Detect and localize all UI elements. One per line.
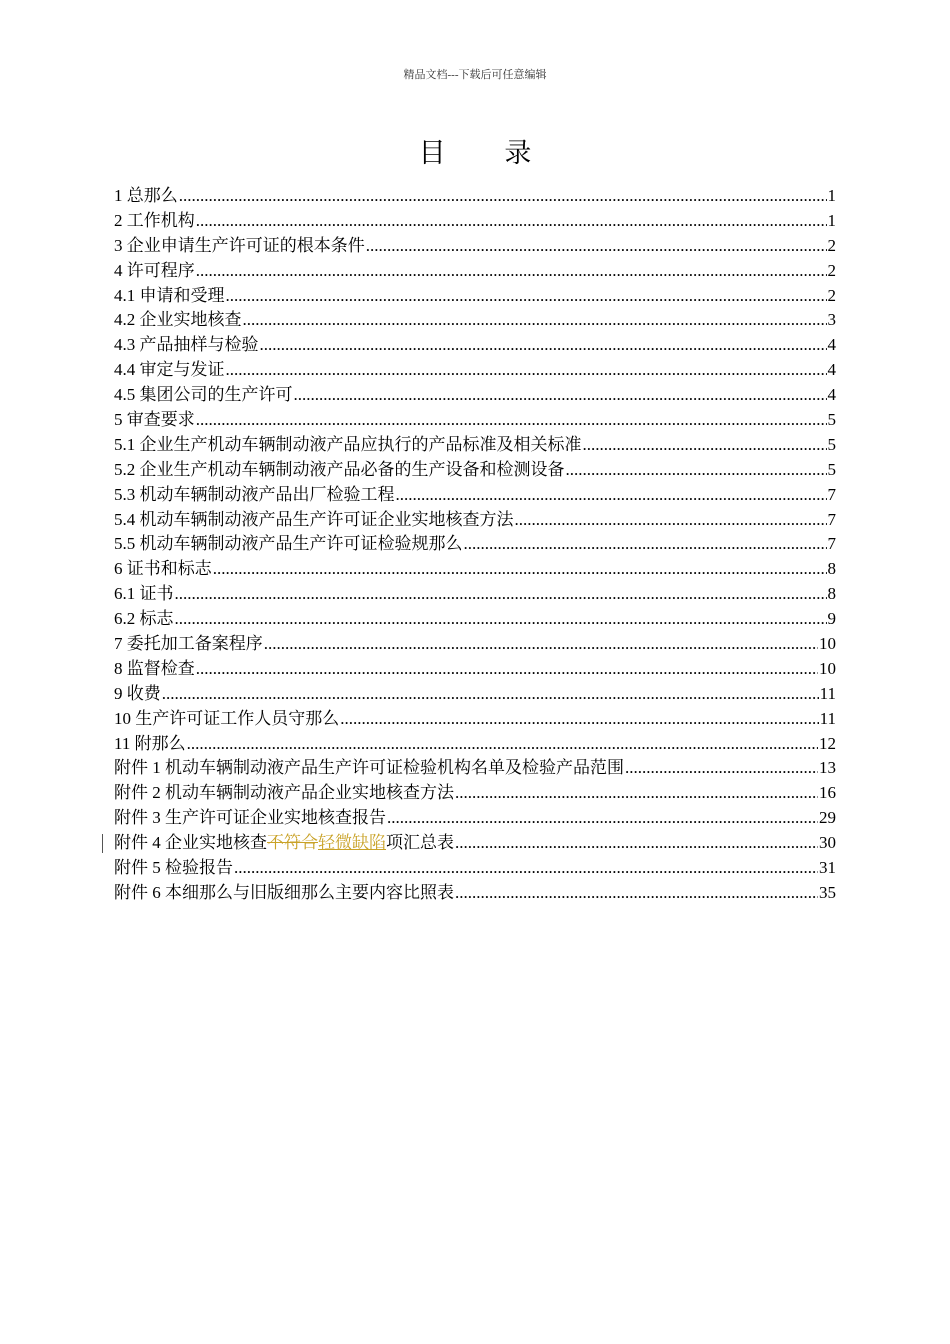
toc-page-number: 35 (819, 882, 836, 902)
toc-page-number: 4 (827, 335, 836, 355)
toc-entry[interactable] (114, 607, 836, 632)
toc-entry-label: 3 企业申请生产许可证的根本条件 (114, 235, 365, 255)
toc-leader-dots (196, 408, 827, 433)
toc-leader-dots (340, 707, 818, 732)
toc-entry-label: 附件 2 机动车辆制动液产品企业实地核查方法 (114, 783, 454, 803)
toc-page-number: 29 (819, 808, 836, 828)
toc-entry[interactable] (114, 234, 836, 259)
inserted-text: 轻微缺陷 (318, 833, 386, 853)
toc-entry[interactable] (114, 408, 836, 433)
toc-leader-dots (179, 184, 827, 209)
toc-entry-label: 4.2 企业实地核查 (114, 310, 242, 330)
toc-entry[interactable] (114, 582, 836, 607)
label-before: 附件 4 企业实地核查 (114, 833, 267, 853)
change-bar (102, 834, 103, 853)
toc-page-number: 8 (827, 559, 836, 579)
toc-leader-dots (387, 806, 818, 831)
toc-leader-dots (455, 881, 818, 906)
toc-page-number: 30 (819, 833, 836, 853)
toc-entry-label: 5.1 企业生产机动车辆制动液产品应执行的产品标准及相关标准 (114, 434, 582, 454)
toc-page-number: 2 (827, 285, 836, 305)
toc-page-number: 9 (827, 609, 836, 629)
toc-entry[interactable] (114, 508, 836, 533)
toc-leader-dots (226, 284, 827, 309)
toc-entry-label: 6.1 证书 (114, 584, 174, 604)
toc-page-number: 11 (819, 708, 836, 728)
toc-leader-dots (175, 582, 827, 607)
toc-entry-label (114, 831, 454, 856)
toc-leader-dots (234, 856, 818, 881)
toc-entry-label: 4.4 审定与发证 (114, 360, 225, 380)
toc-page-number: 1 (827, 210, 836, 230)
toc-page-number: 16 (819, 783, 836, 803)
toc-entry[interactable] (114, 308, 836, 333)
toc-entry[interactable] (114, 259, 836, 284)
deleted-text: 不符合 (267, 833, 318, 853)
toc-entry-label: 11 附那么 (114, 733, 186, 753)
toc-leader-dots (366, 234, 827, 259)
toc-page-number: 8 (827, 584, 836, 604)
toc-leader-dots (196, 657, 818, 682)
toc-leader-dots (455, 831, 818, 856)
toc-leader-dots (455, 781, 818, 806)
toc-entry[interactable] (114, 732, 836, 757)
toc-page-number: 31 (819, 858, 836, 878)
toc-leader-dots (294, 383, 827, 408)
toc-entry[interactable] (114, 333, 836, 358)
toc-page-number: 4 (827, 385, 836, 405)
table-of-contents (114, 184, 836, 906)
toc-entry[interactable] (114, 881, 836, 906)
toc-entry-label: 6.2 标志 (114, 609, 174, 629)
toc-entry-label: 1 总那么 (114, 186, 178, 205)
toc-page-number: 10 (819, 658, 836, 678)
toc-leader-dots (515, 508, 827, 533)
toc-page-number: 10 (819, 634, 836, 654)
toc-entry[interactable] (114, 532, 836, 557)
toc-page-number: 5 (827, 434, 836, 454)
toc-page-number: 4 (827, 360, 836, 380)
toc-entry[interactable] (114, 707, 836, 732)
toc-leader-dots (196, 209, 827, 234)
toc-entry-label: 5.5 机动车辆制动液产品生产许可证检验规那么 (114, 534, 463, 554)
toc-entry[interactable] (114, 458, 836, 483)
toc-entry[interactable] (114, 756, 836, 781)
toc-entry[interactable] (114, 806, 836, 831)
toc-page-number: 2 (827, 260, 836, 280)
toc-entry[interactable] (114, 284, 836, 309)
toc-entry[interactable] (114, 657, 836, 682)
toc-leader-dots (396, 483, 827, 508)
toc-entry[interactable] (114, 781, 836, 806)
toc-leader-dots (264, 632, 818, 657)
toc-leader-dots (583, 433, 827, 458)
toc-page-number: 7 (827, 509, 836, 529)
toc-entry[interactable] (114, 632, 836, 657)
toc-entry[interactable] (114, 682, 836, 707)
toc-page-number: 12 (819, 733, 836, 753)
toc-entry[interactable] (114, 209, 836, 234)
toc-entry-label: 5 审查要求 (114, 410, 195, 430)
toc-entry-label: 9 收费 (114, 683, 161, 703)
toc-entry-label: 附件 6 本细那么与旧版细那么主要内容比照表 (114, 882, 454, 902)
header-text: 精品文档---下载后可任意编辑 (403, 69, 547, 81)
toc-entry-label: 4.5 集团公司的生产许可 (114, 385, 293, 405)
toc-entry-label: 6 证书和标志 (114, 559, 212, 579)
toc-leader-dots (187, 732, 818, 757)
toc-entry-label: 5.4 机动车辆制动液产品生产许可证企业实地核查方法 (114, 509, 514, 529)
toc-page-number: 13 (819, 758, 836, 778)
toc-entry-label: 附件 1 机动车辆制动液产品生产许可证检验机构名单及检验产品范围 (114, 758, 624, 778)
toc-leader-dots (162, 682, 819, 707)
toc-leader-dots (196, 259, 827, 284)
toc-entry-label: 4.3 产品抽样与检验 (114, 335, 259, 355)
toc-page-number: 7 (827, 484, 836, 504)
toc-entry-label: 5.3 机动车辆制动液产品出厂检验工程 (114, 484, 395, 504)
toc-entry-label: 10 生产许可证工作人员守那么 (114, 708, 340, 728)
toc-leader-dots (243, 308, 827, 333)
toc-entry[interactable] (114, 358, 836, 383)
toc-entry[interactable] (114, 383, 836, 408)
toc-entry-label: 2 工作机构 (114, 210, 195, 230)
toc-entry[interactable] (114, 483, 836, 508)
toc-entry[interactable] (114, 184, 836, 209)
toc-entry-label: 附件 3 生产许可证企业实地核查报告 (114, 808, 386, 828)
toc-page-number: 5 (827, 459, 836, 479)
toc-entry-label: 8 监督检查 (114, 658, 195, 678)
toc-leader-dots (625, 756, 818, 781)
toc-entry-label: 附件 5 检验报告 (114, 858, 233, 878)
toc-page-number: 1 (827, 186, 836, 205)
toc-entry-label: 5.2 企业生产机动车辆制动液产品必备的生产设备和检测设备 (114, 459, 565, 479)
toc-leader-dots (464, 532, 827, 557)
label-after: 项汇总表 (386, 833, 454, 853)
toc-entry[interactable] (114, 433, 836, 458)
toc-page-number: 5 (827, 410, 836, 430)
toc-page-number: 11 (819, 683, 836, 703)
toc-page-number: 7 (827, 534, 836, 554)
toc-entry-label: 7 委托加工备案程序 (114, 634, 263, 654)
toc-page-number: 2 (827, 235, 836, 255)
toc-entry[interactable] (114, 557, 836, 582)
toc-leader-dots (175, 607, 827, 632)
toc-entry[interactable] (114, 856, 836, 881)
toc-leader-dots (260, 333, 827, 358)
toc-leader-dots (213, 557, 827, 582)
toc-entry-tracked-change[interactable] (114, 831, 836, 856)
toc-leader-dots (566, 458, 827, 483)
toc-leader-dots (226, 358, 827, 383)
toc-title: 目 录 (418, 138, 558, 168)
toc-page-number: 3 (827, 310, 836, 330)
toc-entry-label: 4.1 申请和受理 (114, 285, 225, 305)
toc-entry-label: 4 许可程序 (114, 260, 195, 280)
